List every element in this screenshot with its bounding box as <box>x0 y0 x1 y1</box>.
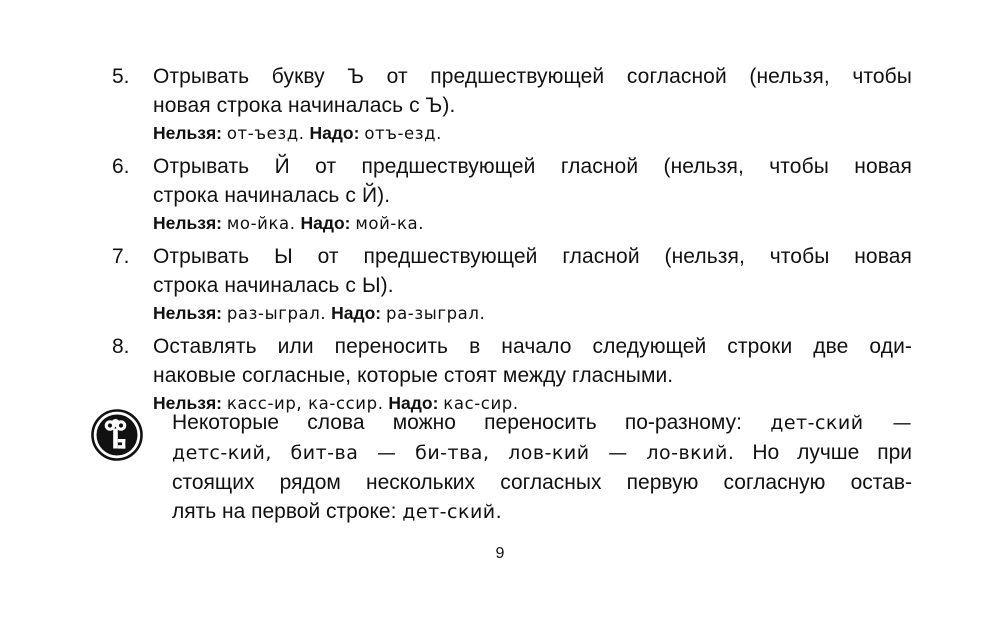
bad-example: мо-йка. <box>226 214 296 233</box>
rule-text-line: Отрывать Ы от предшествующей гласной (нельзя, чтобы новая <box>153 245 912 268</box>
note-block <box>172 408 912 527</box>
bad-example: касс-ир, ка-ссир. <box>226 394 384 413</box>
good-example: кас-сир. <box>443 394 519 413</box>
note-line <box>172 438 912 468</box>
note-text: Некоторые слова можно переносить по-разному: <box>172 411 742 434</box>
rule-text-line: Отрывать букву Ъ от предшествующей согласной (нельзя, чтобы <box>153 65 912 88</box>
note-example: дет-ский. <box>402 501 503 523</box>
rule-text <box>153 152 912 210</box>
note-example: детс-кий, бит-ва — би-тва, лов-кий — ло-вкий. <box>172 442 735 464</box>
rule-example <box>153 121 912 146</box>
rule-number: 8. <box>112 335 130 358</box>
note-line <box>172 408 912 438</box>
page-number: 9 <box>495 545 505 562</box>
good-label: Надо: <box>388 393 439 413</box>
bad-label: Нельзя: <box>153 393 222 413</box>
rule-text-line: наковые согласные, которые стоят между гласными. <box>153 364 674 387</box>
rule-text-line: Оставлять или переносить в начало следующей строки две оди- <box>153 335 912 358</box>
key-icon <box>90 408 144 462</box>
good-example: отъ-езд. <box>364 124 443 143</box>
bad-label: Нельзя: <box>153 303 222 323</box>
note-text: стоящих рядом нескольких согласных первую согласную остав- <box>172 471 912 494</box>
note-line <box>172 497 912 527</box>
rule-text-line: строка начиналась с Й). <box>153 184 391 207</box>
rule-text <box>153 242 912 300</box>
rule-example <box>153 301 912 326</box>
good-label: Надо: <box>300 213 351 233</box>
rule-item <box>112 62 912 146</box>
note-line <box>172 468 912 497</box>
rule-item <box>112 332 912 416</box>
note-example: дет-ский — <box>770 412 912 434</box>
rule-text-line: Отрывать Й от предшествующей гласной (нельзя, чтобы новая <box>153 155 912 178</box>
bad-label: Нельзя: <box>153 123 222 143</box>
rule-text <box>153 332 912 390</box>
rule-list <box>112 62 912 422</box>
note-text: лять на первой строке: <box>172 500 397 523</box>
bad-label: Нельзя: <box>153 213 222 233</box>
rule-text <box>153 62 912 120</box>
rule-number: 5. <box>112 65 130 88</box>
rule-example <box>153 211 912 236</box>
rule-number: 7. <box>112 245 130 268</box>
rule-text-line: новая строка начиналась с Ъ). <box>153 94 456 117</box>
bad-example: от-ъезд. <box>226 124 305 143</box>
rule-item <box>112 152 912 236</box>
good-label: Надо: <box>309 123 360 143</box>
good-example: мой-ка. <box>355 214 425 233</box>
rule-number: 6. <box>112 155 130 178</box>
good-label: Надо: <box>331 303 382 323</box>
bad-example: раз-ыграл. <box>226 304 327 323</box>
rule-item <box>112 242 912 326</box>
rule-text-line: строка начиналась с Ы). <box>153 274 394 297</box>
good-example: ра-зыграл. <box>386 304 486 323</box>
note-text: Но лучше при <box>752 441 912 464</box>
